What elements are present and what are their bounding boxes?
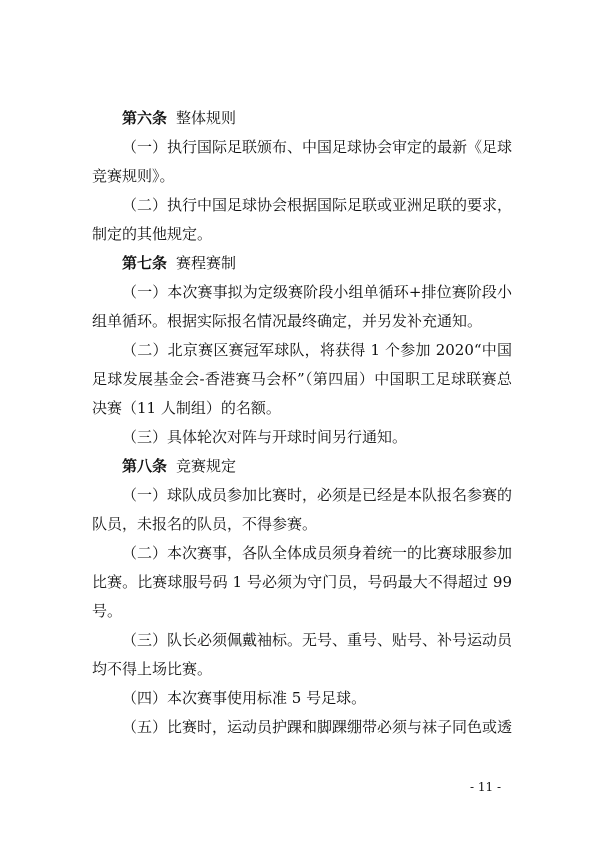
article-8-item-1: （一）球队成员参加比赛时，必须是已经是本队报名参赛的队员，未报名的队员，不得参赛。	[92, 486, 513, 533]
article-6-item-1: （一）执行国际足联颁布、中国足球协会审定的最新《足球竞赛规则》。	[92, 138, 513, 185]
article-6-title: 整体规则	[176, 109, 237, 127]
article-8-item-4: （四）本次赛事使用标准 5 号足球。	[122, 689, 367, 707]
article-6-item-2: （二）执行中国足球协会根据国际足联或亚洲足联的要求，制定的其他规定。	[92, 196, 513, 243]
article-8-item-5: （五）比赛时，运动员护踝和脚踝绷带必须与袜子同色或透	[122, 718, 513, 736]
article-7-item-2: （二）北京赛区赛冠军球队，将获得 1 个参加 2020“中国足球发展基金会-香港赛马会杯”（第四届）中国职工足球联赛总决赛（11 人制组）的名额。	[92, 341, 512, 417]
article-7-title: 赛程赛制	[176, 254, 237, 272]
article-8-heading	[92, 452, 512, 481]
article-7-heading	[92, 249, 512, 278]
article-7-number: 第七条	[122, 254, 168, 272]
article-7-item-1: （一）本次赛事拟为定级赛阶段小组单循环+排位赛阶段小组单循环。根据实际报名情况最终确定，并另发补充通知。	[92, 283, 512, 330]
article-8-number: 第八条	[122, 457, 168, 475]
page-content	[92, 104, 512, 742]
page-number: - 11 -	[470, 780, 502, 794]
article-7-item-3: （三）具体轮次对阵与开球时间另行通知。	[122, 428, 408, 446]
article-6-number: 第六条	[122, 109, 168, 127]
article-8-item-2: （二）本次赛事，各队全体成员须身着统一的比赛球服参加比赛。比赛球服号码 1 号必须为守门员，号码最大不得超过 99 号。	[92, 544, 513, 620]
article-8-title: 竞赛规定	[176, 457, 237, 475]
article-8-item-3: （三）队长必须佩戴袖标。无号、重号、贴号、补号运动员均不得上场比赛。	[92, 631, 513, 678]
article-6-heading	[92, 104, 512, 133]
